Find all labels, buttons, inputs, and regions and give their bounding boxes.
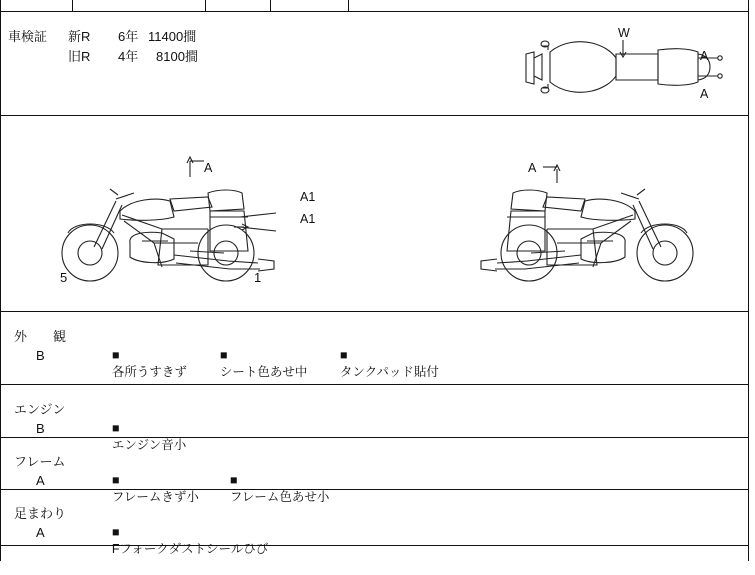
appearance-bullet-2 <box>326 330 439 398</box>
inspection-row-1-type: 旧R <box>68 49 91 64</box>
inspection-row-0-term: 6年 <box>118 29 139 44</box>
bullet-symbol-icon: ■ <box>111 525 123 539</box>
appearance-bullet-1 <box>206 330 307 398</box>
frame-grade: A <box>36 473 45 488</box>
rule-diagram-bottom <box>0 311 749 312</box>
top-row-sep-2 <box>205 0 206 12</box>
bullet-symbol-icon: ■ <box>111 348 123 362</box>
diagram-left-side-view <box>58 155 298 295</box>
engine-label: エンジン <box>14 402 66 417</box>
appearance-bullet-0 <box>98 330 187 398</box>
appearance-note-1: シート色あせ中 <box>219 365 308 379</box>
right-view-marker-a: A <box>528 161 537 175</box>
engine-note-0: エンジン音小 <box>111 438 187 452</box>
top-view-marker-a-upper: A <box>700 49 709 63</box>
suspension-bullet-0 <box>98 507 268 575</box>
top-view-marker-a-lower: A <box>700 87 709 101</box>
inspection-row-0-fee: 11400𢵧 <box>148 29 197 44</box>
inspection-label: 車検証 <box>8 29 48 44</box>
bullet-symbol-icon: ■ <box>229 473 241 487</box>
sheet-left-border <box>0 0 1 561</box>
suspension-note-0: Fフォークダストシールひび <box>111 542 269 556</box>
inspection-row-0-type: 新R <box>68 29 91 44</box>
top-view-marker-w: W <box>618 26 630 40</box>
bullet-symbol-icon: ■ <box>111 473 123 487</box>
suspension-label: 足まわり <box>14 506 67 521</box>
diagram-right-side-view <box>452 155 702 295</box>
sheet-right-border <box>748 0 749 561</box>
top-row-sep-3 <box>270 0 271 12</box>
suspension-grade: A <box>36 525 45 540</box>
frame-label: フレーム <box>14 454 66 469</box>
frame-note-1: フレーム色あせ小 <box>229 490 330 504</box>
rule-inspection-bottom <box>0 115 749 116</box>
engine-grade: B <box>36 421 45 436</box>
inspection-row-1-fee: 8100𢵧 <box>156 49 198 64</box>
left-view-zone-number-1: 1 <box>254 270 262 285</box>
rule-top <box>0 11 749 12</box>
left-view-zone-number-5: 5 <box>60 270 68 285</box>
top-row-sep-4 <box>348 0 349 12</box>
frame-note-0: フレームきず小 <box>111 490 199 504</box>
left-view-marker-a1-upper: A1 <box>300 190 316 204</box>
bullet-symbol-icon: ■ <box>219 348 231 362</box>
bullet-symbol-icon: ■ <box>111 421 123 435</box>
bullet-symbol-icon: ■ <box>339 348 351 362</box>
appearance-grade: B <box>36 348 45 363</box>
appearance-note-2: タンクパッド貼付 <box>339 365 439 379</box>
left-view-marker-a1-lower: A1 <box>300 212 316 226</box>
top-row-sep-1 <box>72 0 73 12</box>
appearance-note-0: 各所うすきず <box>111 365 187 379</box>
appearance-label: 外 観 <box>14 329 67 344</box>
inspection-row-1-term: 4年 <box>118 49 139 64</box>
left-view-marker-a: A <box>204 161 213 175</box>
